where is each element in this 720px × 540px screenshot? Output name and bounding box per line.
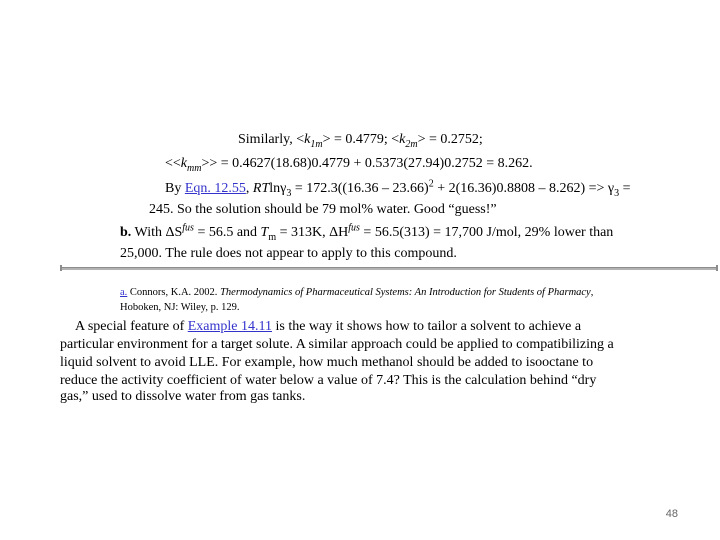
footnote-a-link[interactable]: a.: [120, 287, 128, 298]
text: m: [268, 231, 277, 243]
text: ,: [245, 181, 253, 196]
text: k: [399, 132, 406, 147]
text: + 2(16.36)0.8808 – 8.262) => γ: [433, 181, 615, 196]
footnote-line-2: Hoboken, NJ: Wiley, p. 129.: [120, 302, 240, 313]
text: = 56.5(313) = 17,700 J/mol, 29% lower than: [359, 225, 614, 240]
text: lnγ: [269, 181, 287, 196]
text: =: [619, 181, 631, 196]
text: By: [165, 181, 185, 196]
text: 3: [286, 187, 292, 199]
text: T: [260, 225, 269, 240]
text: = 56.5 and: [193, 225, 261, 240]
part-b-line-2: 25,000. The rule does not appear to apply to this compound.: [120, 246, 457, 261]
text: > = 0.4779; <: [322, 132, 400, 147]
text: 3: [614, 187, 620, 199]
text: fus: [182, 222, 194, 234]
text: Connors, K.A. 2002.: [127, 287, 221, 298]
text: 2m: [405, 138, 418, 150]
paragraph-line-5: gas,” used to dissolve water from gas tanks.: [60, 389, 306, 404]
text: 2: [428, 178, 434, 190]
footnote-line-1: [120, 286, 593, 300]
eqn-12-55-link[interactable]: Eqn. 12.55: [184, 181, 246, 196]
text: k: [180, 156, 188, 171]
equation-line-4: 245. So the solution should be 79 mol% water. Good “guess!”: [149, 202, 497, 217]
text: With ΔS: [131, 225, 183, 240]
horizontal-rule: [60, 267, 718, 270]
text: >> = 0.4627(18.68)0.4779 + 0.5373(27.94)0.2752 = 8.262.: [201, 156, 533, 171]
text: is the way it shows how to tailor a solvent to achieve a: [271, 319, 582, 334]
text: A special feature of: [75, 319, 188, 334]
equation-line-1: [238, 131, 483, 149]
paragraph-line-2: particular environment for a target solute. A similar approach could be applied to compatibilizing a: [60, 337, 614, 352]
text: <<: [165, 156, 181, 171]
part-b-line-1: [120, 224, 613, 242]
paragraph-line-3: liquid solvent to avoid LLE. For example, how much methanol should be added to isooctane to: [60, 355, 594, 370]
equation-line-3: [165, 180, 630, 198]
text: 1m: [310, 138, 323, 150]
text: b.: [120, 225, 132, 240]
paragraph-line-1: [75, 318, 581, 336]
text: = 172.3((16.36 – 23.66): [291, 181, 429, 196]
paragraph-line-4: reduce the activity coefficient of water below a value of 7.4? This is the calculation behind “dry: [60, 373, 597, 388]
text: mm: [187, 162, 202, 174]
text: = 313K, ΔH: [276, 225, 349, 240]
text: RT: [252, 181, 270, 196]
text: fus: [348, 222, 360, 234]
page-number: 48: [665, 508, 678, 520]
text: ,: [590, 287, 594, 298]
text: k: [304, 132, 311, 147]
text: Similarly, <: [238, 132, 305, 147]
text: > = 0.2752;: [417, 132, 483, 147]
text: Thermodynamics of Pharmaceutical Systems: An Introduction for Students of Pharmacy: [220, 287, 591, 298]
example-14-11-link[interactable]: Example 14.11: [187, 319, 272, 334]
equation-line-2: [165, 155, 533, 173]
